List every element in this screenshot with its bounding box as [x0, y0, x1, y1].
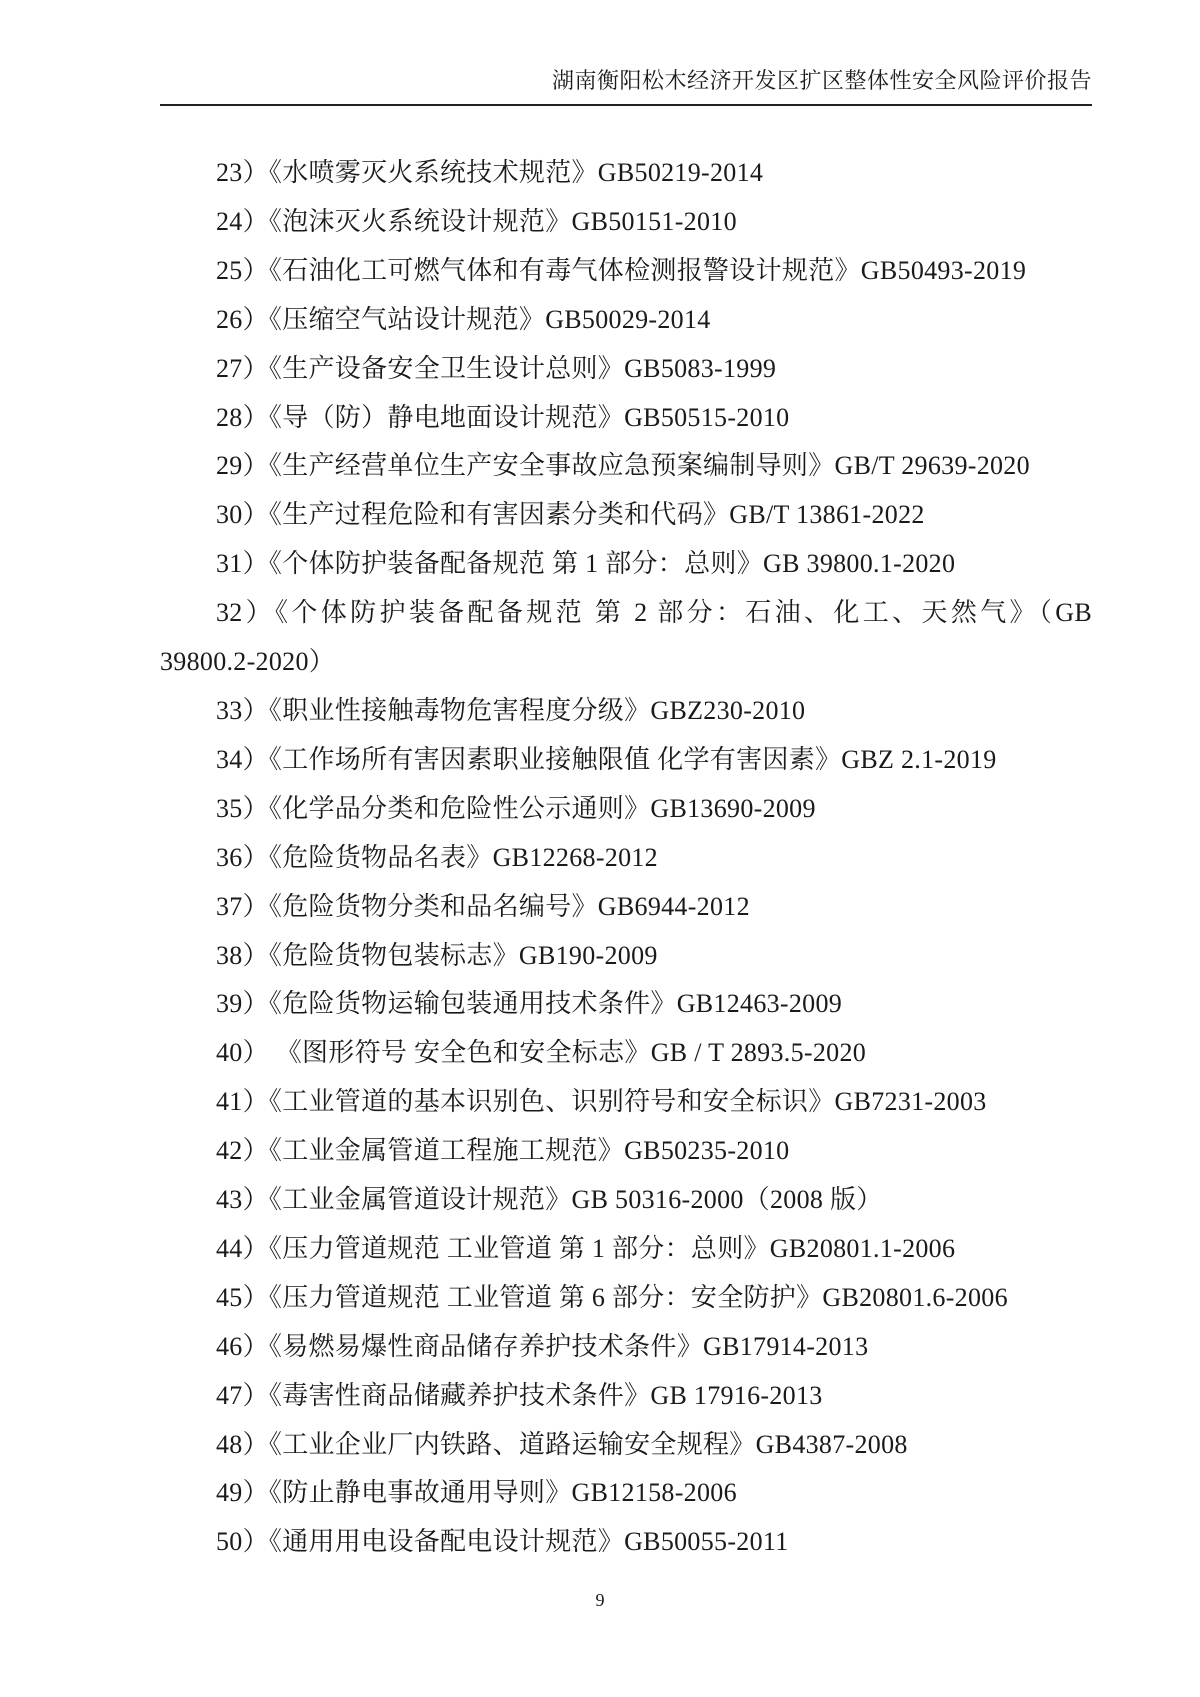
page-number: 9 [595, 1590, 605, 1610]
list-item: 38）《危险货物包装标志》GB190-2009 [216, 940, 658, 970]
list-item: 33）《职业性接触毒物危害程度分级》GBZ230-2010 [216, 695, 806, 725]
list-item: 44）《压力管道规范 工业管道 第 1 部分：总则》GB20801.1-2006 [216, 1233, 956, 1263]
list-item: 31）《个体防护装备配备规范 第 1 部分：总则》GB 39800.1-2020 [216, 549, 956, 579]
list-item: 46）《易燃易爆性商品储存养护技术条件》GB17914-2013 [216, 1331, 869, 1361]
list-item: 28）《导（防）静电地面设计规范》GB50515-2010 [216, 402, 790, 432]
list-item: 27）《生产设备安全卫生设计总则》GB5083-1999 [216, 353, 777, 383]
standards-list [160, 149, 1092, 1567]
list-item: 48）《工业企业厂内铁路、道路运输安全规程》GB4387-2008 [216, 1429, 908, 1459]
list-item: 43）《工业金属管道设计规范》GB 50316-2000（2008 版） [216, 1185, 883, 1215]
list-item: 40） 《图形符号 安全色和安全标志》GB / T 2893.5-2020 [216, 1038, 867, 1068]
list-item: 24）《泡沫灭火系统设计规范》GB50151-2010 [216, 206, 737, 236]
list-item: 37）《危险货物分类和品名编号》GB6944-2012 [216, 891, 750, 921]
list-item: 41）《工业管道的基本识别色、识别符号和安全标识》GB7231-2003 [216, 1087, 987, 1117]
list-item: 30）《生产过程危险和有害因素分类和代码》GB/T 13861-2022 [216, 500, 925, 530]
page-header-title: 湖南衡阳松木经济开发区扩区整体性安全风险评价报告 [551, 68, 1092, 93]
list-item: 39）《危险货物运输包装通用技术条件》GB12463-2009 [216, 989, 843, 1019]
list-item: 32）《个体防护装备配备规范 第 2 部分：石油、化工、天然气》（GB 39800.2-2020） [160, 598, 1092, 677]
list-item: 50）《通用用电设备配电设计规范》GB50055-2011 [216, 1527, 789, 1557]
list-item: 29）《生产经营单位生产安全事故应急预案编制导则》GB/T 29639-2020 [216, 451, 1030, 481]
list-item: 23）《水喷雾灭火系统技术规范》GB50219-2014 [216, 158, 764, 187]
list-item: 26）《压缩空气站设计规范》GB50029-2014 [216, 304, 711, 334]
list-item: 49）《防止静电事故通用导则》GB12158-2006 [216, 1478, 737, 1508]
list-item: 34）《工作场所有害因素职业接触限值 化学有害因素》GBZ 2.1-2019 [216, 744, 997, 774]
header-divider [160, 104, 1092, 106]
list-item: 45）《压力管道规范 工业管道 第 6 部分：安全防护》GB20801.6-2006 [216, 1282, 1008, 1312]
list-item: 25）《石油化工可燃气体和有毒气体检测报警设计规范》GB50493-2019 [216, 255, 1027, 285]
list-item: 47）《毒害性商品储藏养护技术条件》GB 17916-2013 [216, 1380, 823, 1410]
list-item: 42）《工业金属管道工程施工规范》GB50235-2010 [216, 1136, 790, 1166]
list-item: 35）《化学品分类和危险性公示通则》GB13690-2009 [216, 793, 816, 823]
list-item: 36）《危险货物品名表》GB12268-2012 [216, 842, 658, 872]
